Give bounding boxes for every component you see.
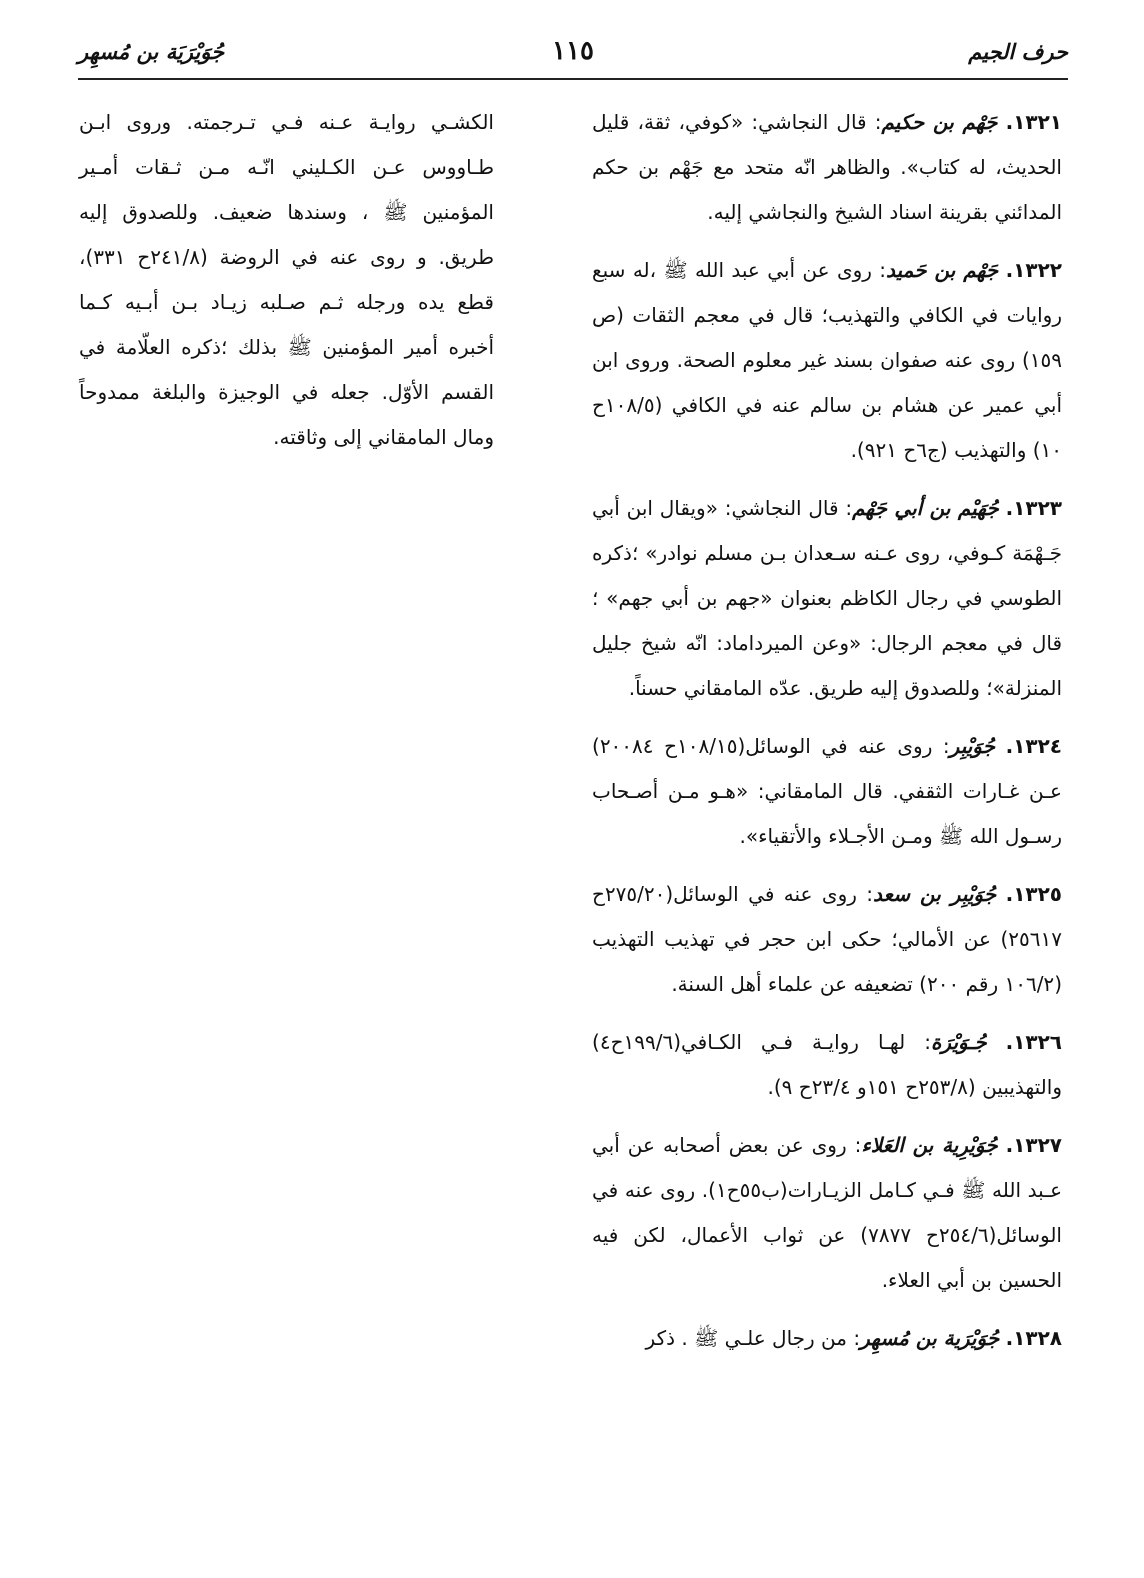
entry-name: جُهَيْم بن أبي جَهْم bbox=[852, 496, 999, 520]
entry-number: ١٣٢١. bbox=[1005, 110, 1062, 134]
entry bbox=[592, 1316, 1062, 1361]
entry-number: ١٣٢٢. bbox=[1005, 258, 1062, 282]
entry-name: جُوَيْبِر بن سعد bbox=[873, 882, 997, 906]
entry-text: : روى عن أبي عبد الله ﷺ ،له سبع روايات في الكافي والتهذيب؛ قال في معجم الثقات (ص ١٥٩) روى عنه صفوان بسند غير معلوم الصحة. وروى ابن أبي عمير عن هشام بن سالم عنه في الكافي (١٠٨/٥ح ١٠) والتهذيب (ج٦ح ٩٢١). bbox=[592, 258, 1062, 462]
entry bbox=[592, 724, 1062, 859]
page-number: ١١٥ bbox=[552, 36, 594, 66]
entry-text: : روى عنه في الوسائل(٢٧٥/٢٠ح ٢٥٦١٧) عن الأمالي؛ حكى ابن حجر في تهذيب التهذيب (١٠٦/٢ رقم ٢٠٠) تضعيفه عن علماء أهل السنة. bbox=[592, 882, 1062, 996]
entry-continuation-text: الكشـي روايـة عـنه فـي تـرجمته. وروى ابـن طـاووس عـن الكـليني انّـه مـن ثـقات أمـير المؤمنين ﷺ ، وسندها ضعيف. وللصدوق إليه طريق. و روى عنه في الروضة (٢٤١/٨ح ٣٣١)، قطع يده ورجله ثـم صـلبه زيـاد بـن أبـيه كـما أخبره أمير المؤمنين ﷺ بذلك ؛ذكره العلّامة في القسم الأوّل. جعله في الوجيزة والبلغة ممدوحاً ومال المامقاني إلى وثاقته. bbox=[79, 110, 494, 449]
entry-text: : من رجال علـي ﷺ . ذكر bbox=[645, 1326, 861, 1350]
entry-text: : قال النجاشي: «كوفي، ثقة، قليل الحديث، له كتاب». والظاهر انّه متحد مع جَهْم بن حكم المدائني بقرينة اسناد الشيخ والنجاشي إليه. bbox=[592, 110, 1062, 224]
running-header bbox=[78, 30, 1068, 78]
left-column bbox=[79, 100, 494, 460]
entry bbox=[592, 486, 1062, 711]
entry-text: : لهـا روايـة فـي الكـافي(١٩٩/٦ح٤) والتهذيبين (٢٥٣/٨ح ١٥١و ٢٣/٤ح ٩). bbox=[592, 1030, 1062, 1099]
entry-number: ١٣٢٣. bbox=[1005, 496, 1062, 520]
entry bbox=[592, 872, 1062, 1007]
header-entry-title: جُوَيْرَيَة بن مُسهِر bbox=[78, 40, 225, 64]
entry-name: جُوَيْرَية بن مُسهِر bbox=[860, 1326, 1000, 1350]
entry-number: ١٣٢٥. bbox=[1005, 882, 1063, 906]
entry-text: : روى عنه في الوسائل(١٠٨/١٥ح ٢٠٠٨٤) عـن غـارات الثقفي. قال المامقاني: «هـو مـن أصـحاب رسـول الله ﷺ ومـن الأجـلاء والأتقياء». bbox=[592, 734, 1062, 848]
header-section-title: حرف الجيم bbox=[968, 40, 1068, 64]
entry bbox=[592, 1123, 1062, 1303]
entry-number: ١٣٢٧. bbox=[1005, 1133, 1062, 1157]
entry bbox=[592, 248, 1062, 473]
header-rule bbox=[78, 78, 1068, 80]
entry bbox=[592, 100, 1062, 235]
right-column bbox=[592, 100, 1062, 1374]
entry-number: ١٣٢٦. bbox=[1005, 1030, 1062, 1054]
entry bbox=[592, 1020, 1062, 1110]
entry-name: جُـوَيْرَة bbox=[930, 1030, 987, 1054]
entry-name: جُوَيْرِية بن العَلاء bbox=[861, 1133, 998, 1157]
entry-name: جَهْم بن حكيم bbox=[881, 110, 998, 134]
entry-name: جُوَيْبِر bbox=[949, 734, 995, 758]
entry-name: جَهْم بن حَميد bbox=[886, 258, 999, 282]
entry-text: : روى عن بعض أصحابه عن أبي عـبد الله ﷺ فـي كـامل الزيـارات(ب٥٥ح١). روى عنه في الوسائل(٢٥٤/٦ح ٧٨٧٧) عن ثواب الأعمال، لكن فيه الحسين بن أبي العلاء. bbox=[592, 1133, 1063, 1292]
entry-number: ١٣٢٨. bbox=[1005, 1326, 1062, 1350]
entry-number: ١٣٢٤. bbox=[1005, 734, 1062, 758]
entry-text: : قال النجاشي: «ويقال ابن أبي جَـهْمَة كـوفي، روى عـنه سـعدان بـن مسلم نوادر» ؛ذكره الطوسي في رجال الكاظم بعنوان «جهم بن أبي جهم» ؛قال في معجم الرجال: «وعن الميرداماد: انّه شيخ جليل المنزلة»؛ وللصدوق إليه طريق. عدّه المامقاني حسناً. bbox=[592, 496, 1062, 700]
